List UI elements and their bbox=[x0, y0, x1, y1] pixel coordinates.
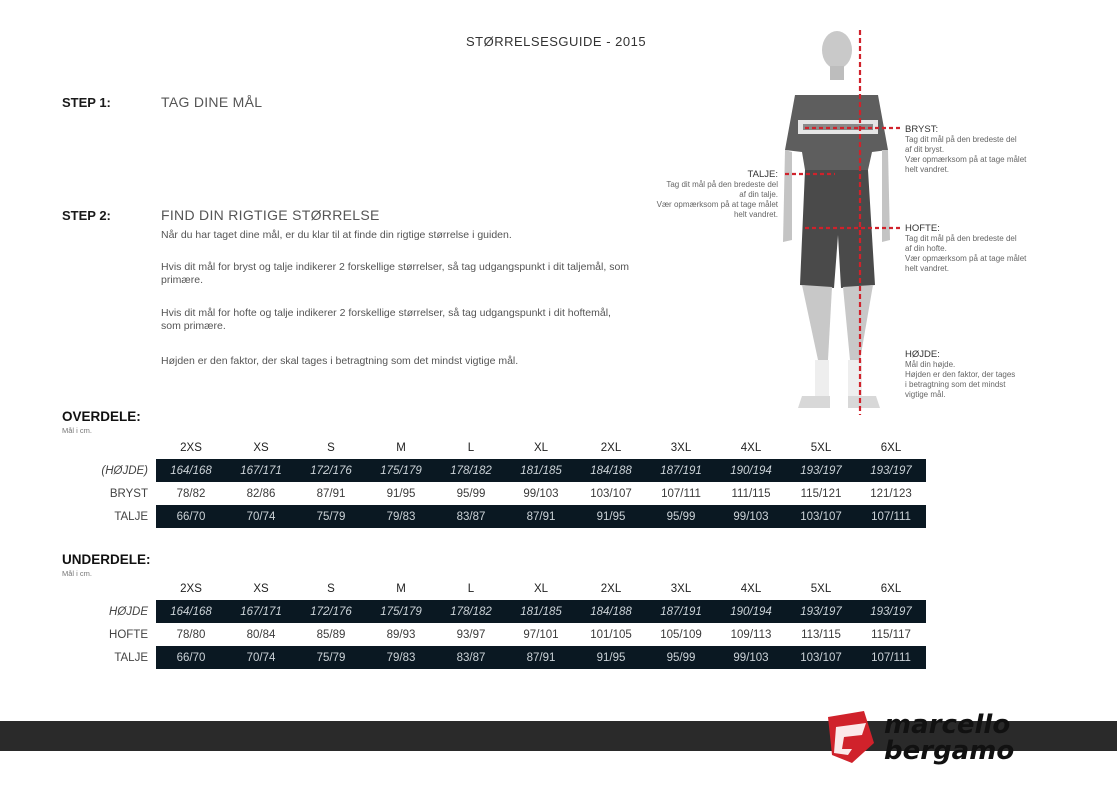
table-cell: 121/123 bbox=[870, 487, 912, 500]
table-row bbox=[62, 459, 926, 482]
table-cell: 83/87 bbox=[436, 646, 506, 669]
table-cell: 167/171 bbox=[226, 600, 296, 623]
overdele-table bbox=[62, 436, 926, 528]
annotation-hojde-line: Mål din højde. bbox=[905, 360, 956, 369]
table-cell: 79/83 bbox=[366, 646, 436, 669]
annotation-bryst-head: BRYST: bbox=[905, 124, 939, 135]
table-cell: 70/74 bbox=[226, 505, 296, 528]
table-cell: 87/91 bbox=[506, 505, 576, 528]
row-label: (HØJDE) bbox=[101, 464, 148, 477]
table-cell: 83/87 bbox=[436, 505, 506, 528]
size-header: 4XL bbox=[740, 441, 762, 454]
size-header: 2XS bbox=[180, 441, 202, 454]
table-cell: 193/197 bbox=[786, 600, 856, 623]
logo-line2: bergamo bbox=[884, 736, 1015, 766]
step2-paragraph-3: Hvis dit mål for hofte og talje indikerer 2 forskellige størrelser, så tag udgangspunkt i dit hoftemål, som primære. bbox=[161, 307, 611, 332]
table-cell: 181/185 bbox=[506, 459, 576, 482]
table-cell: 190/194 bbox=[716, 459, 786, 482]
row-label: TALJE bbox=[114, 510, 148, 523]
table-cell: 172/176 bbox=[296, 459, 366, 482]
table-cell: 75/79 bbox=[296, 646, 366, 669]
table-cell: 164/168 bbox=[156, 600, 226, 623]
step1-label: STEP 1: bbox=[62, 95, 111, 110]
logo-line1: marcello bbox=[884, 710, 1011, 740]
row-label: HOFTE bbox=[109, 628, 148, 641]
table-cell: 91/95 bbox=[576, 505, 646, 528]
table-cell: 78/80 bbox=[176, 628, 206, 641]
row-label: BRYST bbox=[109, 487, 148, 500]
table-cell: 109/113 bbox=[730, 628, 772, 641]
table-cell: 107/111 bbox=[856, 646, 926, 669]
size-header: L bbox=[467, 441, 475, 454]
table-cell: 99/103 bbox=[523, 487, 559, 500]
table-cell: 103/107 bbox=[786, 646, 856, 669]
size-header: S bbox=[327, 582, 335, 595]
table-cell: 178/182 bbox=[436, 600, 506, 623]
step2-label: STEP 2: bbox=[62, 208, 111, 223]
row-label: HØJDE bbox=[109, 605, 148, 618]
annotation-hofte-head: HOFTE: bbox=[905, 223, 940, 234]
table-cell: 193/197 bbox=[856, 600, 926, 623]
annotation-hojde bbox=[905, 350, 1075, 400]
table-cell: 78/82 bbox=[176, 487, 206, 500]
table-cell: 115/121 bbox=[800, 487, 842, 500]
table-cell: 193/197 bbox=[786, 459, 856, 482]
annotation-hofte-line: Tag dit mål på den bredeste del bbox=[905, 234, 1017, 243]
table-cell: 91/95 bbox=[386, 487, 416, 500]
table-cell: 187/191 bbox=[646, 600, 716, 623]
table-cell: 181/185 bbox=[506, 600, 576, 623]
table-cell: 184/188 bbox=[576, 459, 646, 482]
table-cell: 175/179 bbox=[366, 459, 436, 482]
size-header: S bbox=[327, 441, 335, 454]
size-header: XL bbox=[533, 582, 549, 595]
annotation-talje-line: Tag dit mål på den bredeste del bbox=[666, 180, 778, 189]
table-cell: 82/86 bbox=[246, 487, 276, 500]
table-cell: 184/188 bbox=[576, 600, 646, 623]
underdele-unit: Mål i cm. bbox=[62, 569, 92, 578]
size-header: 2XL bbox=[600, 441, 622, 454]
annotation-talje bbox=[608, 170, 778, 220]
size-header: XL bbox=[533, 441, 549, 454]
table-cell: 87/91 bbox=[316, 487, 346, 500]
annotation-hojde-line: vigtige mål. bbox=[905, 390, 946, 399]
annotation-bryst-line: helt vandret. bbox=[905, 165, 950, 174]
annotation-talje-head: TALJE: bbox=[747, 169, 778, 180]
table-cell: 113/115 bbox=[801, 628, 841, 641]
table-cell: 175/179 bbox=[366, 600, 436, 623]
table-cell: 115/117 bbox=[871, 628, 911, 641]
table-cell: 190/194 bbox=[716, 600, 786, 623]
overdele-unit: Mål i cm. bbox=[62, 426, 92, 435]
corner-cell bbox=[62, 436, 156, 459]
corner-cell bbox=[62, 577, 156, 600]
table-row bbox=[62, 505, 926, 528]
table-cell: 164/168 bbox=[156, 459, 226, 482]
size-header: M bbox=[396, 441, 406, 454]
size-header: XS bbox=[253, 582, 269, 595]
annotation-bryst bbox=[905, 125, 1075, 175]
underdele-table bbox=[62, 577, 926, 669]
page-title: STØRRELSESGUIDE - 2015 bbox=[466, 34, 647, 49]
size-header: 3XL bbox=[670, 441, 692, 454]
table-cell: 89/93 bbox=[386, 628, 416, 641]
table-cell: 70/74 bbox=[226, 646, 296, 669]
table-cell: 103/107 bbox=[590, 487, 632, 500]
table-cell: 66/70 bbox=[156, 505, 226, 528]
table-cell: 107/111 bbox=[856, 505, 926, 528]
step2-paragraph-2: Hvis dit mål for bryst og talje indikerer 2 forskellige størrelser, så tag udgangspunkt i dit taljemål, som primære. bbox=[161, 261, 630, 286]
table-cell: 111/115 bbox=[731, 487, 771, 500]
table-cell: 103/107 bbox=[786, 505, 856, 528]
size-header: 3XL bbox=[670, 582, 692, 595]
table-cell: 85/89 bbox=[316, 628, 346, 641]
table-cell: 167/171 bbox=[226, 459, 296, 482]
annotation-hofte-line: af din hofte. bbox=[905, 244, 947, 253]
table-cell: 95/99 bbox=[646, 646, 716, 669]
table-cell: 95/99 bbox=[456, 487, 486, 500]
table-cell: 178/182 bbox=[436, 459, 506, 482]
table-cell: 87/91 bbox=[506, 646, 576, 669]
table-cell: 75/79 bbox=[296, 505, 366, 528]
table-row bbox=[62, 482, 926, 505]
annotation-bryst-line: Tag dit mål på den bredeste del bbox=[905, 135, 1017, 144]
size-header: 2XS bbox=[180, 582, 202, 595]
table-row bbox=[62, 600, 926, 623]
size-header: 2XL bbox=[600, 582, 622, 595]
table-cell: 107/111 bbox=[661, 487, 701, 500]
table-cell: 66/70 bbox=[156, 646, 226, 669]
size-header: L bbox=[467, 582, 475, 595]
annotation-talje-line: Vær opmærksom på at tage målet bbox=[656, 200, 778, 209]
annotation-hofte-line: helt vandret. bbox=[905, 264, 950, 273]
size-header: 6XL bbox=[880, 582, 902, 595]
annotation-talje-line: af din talje. bbox=[739, 190, 778, 199]
size-header: 5XL bbox=[810, 582, 832, 595]
annotation-hofte-line: Vær opmærksom på at tage målet bbox=[905, 254, 1027, 263]
table-cell: 80/84 bbox=[246, 628, 276, 641]
size-header: M bbox=[396, 582, 406, 595]
annotation-bryst-line: Vær opmærksom på at tage målet bbox=[905, 155, 1027, 164]
size-header: XS bbox=[253, 441, 269, 454]
row-label: TALJE bbox=[114, 651, 148, 664]
step2-paragraph-1: Når du har taget dine mål, er du klar til at finde din rigtige størrelse i guiden. bbox=[161, 229, 512, 241]
table-cell: 105/109 bbox=[660, 628, 702, 641]
step2-paragraph-4: Højden er den faktor, der skal tages i betragtning som det mindst vigtige mål. bbox=[161, 355, 519, 367]
table-cell: 99/103 bbox=[716, 505, 786, 528]
table-cell: 193/197 bbox=[856, 459, 926, 482]
cyclist-silhouette bbox=[783, 31, 890, 408]
table-cell: 95/99 bbox=[646, 505, 716, 528]
table-cell: 172/176 bbox=[296, 600, 366, 623]
table-cell: 101/105 bbox=[590, 628, 632, 641]
annotation-hofte bbox=[905, 224, 1075, 274]
annotation-hojde-head: HØJDE: bbox=[905, 349, 940, 360]
annotation-bryst-line: af dit bryst. bbox=[905, 145, 945, 154]
annotation-hojde-line: i betragtning som det mindst bbox=[905, 380, 1006, 389]
step1-title: TAG DINE MÅL bbox=[161, 94, 263, 110]
step2-title: FIND DIN RIGTIGE STØRRELSE bbox=[161, 207, 380, 223]
table-cell: 79/83 bbox=[366, 505, 436, 528]
overdele-title: OVERDELE: bbox=[62, 409, 141, 424]
table-cell: 99/103 bbox=[716, 646, 786, 669]
table-cell: 97/101 bbox=[523, 628, 559, 641]
annotation-hojde-line: Højden er den faktor, der tages bbox=[905, 370, 1016, 379]
table-row bbox=[62, 646, 926, 669]
size-header: 4XL bbox=[740, 582, 762, 595]
table-row bbox=[62, 623, 926, 646]
size-header: 5XL bbox=[810, 441, 832, 454]
underdele-title: UNDERDELE: bbox=[62, 552, 151, 567]
annotation-talje-line: helt vandret. bbox=[733, 210, 778, 219]
table-cell: 93/97 bbox=[456, 628, 486, 641]
size-header: 6XL bbox=[880, 441, 902, 454]
table-cell: 91/95 bbox=[576, 646, 646, 669]
table-cell: 187/191 bbox=[646, 459, 716, 482]
marcello-bergamo-logo bbox=[822, 705, 1072, 767]
